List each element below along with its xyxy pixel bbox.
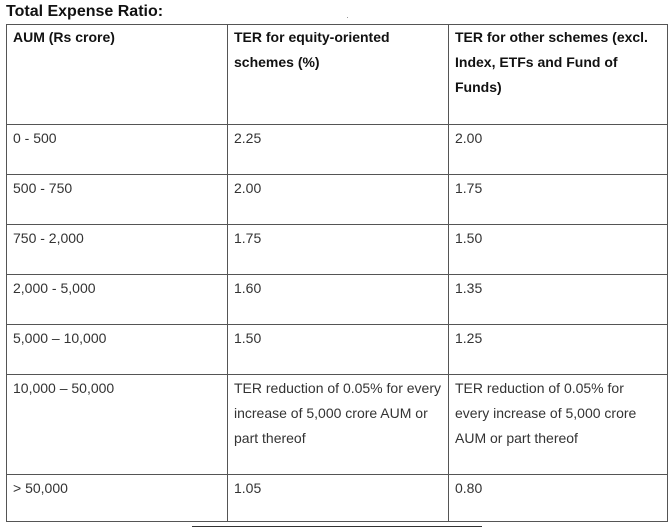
cell-ter-equity: 2.00 (228, 175, 449, 225)
cell-ter-other: 1.50 (449, 225, 668, 275)
stray-dot (347, 17, 348, 18)
cell-ter-equity: 2.25 (228, 125, 449, 175)
table-row (7, 125, 668, 175)
cell-ter-equity: 1.50 (228, 325, 449, 375)
bottom-divider (192, 526, 482, 527)
cell-aum: 500 - 750 (7, 175, 228, 225)
cell-ter-other: 1.35 (449, 275, 668, 325)
page-title: Total Expense Ratio: (6, 3, 164, 20)
table-row (7, 325, 668, 375)
cell-aum: 5,000 – 10,000 (7, 325, 228, 375)
cell-ter-other: 1.25 (449, 325, 668, 375)
expense-ratio-table (6, 24, 668, 522)
table-row (7, 475, 668, 522)
cell-aum: 0 - 500 (7, 125, 228, 175)
cell-aum: 10,000 – 50,000 (7, 375, 228, 475)
cell-ter-other: 2.00 (449, 125, 668, 175)
header-ter-other: TER for other schemes (excl. Index, ETFs and Fund of Funds) (449, 25, 668, 125)
header-aum: AUM (Rs crore) (7, 25, 228, 125)
cell-ter-equity: 1.05 (228, 475, 449, 522)
cell-ter-other: TER reduction of 0.05% for every increase of 5,000 crore AUM or part thereof (449, 375, 668, 475)
cell-ter-equity: 1.60 (228, 275, 449, 325)
cell-ter-other: 1.75 (449, 175, 668, 225)
table-row (7, 275, 668, 325)
cell-aum: 750 - 2,000 (7, 225, 228, 275)
table-row (7, 225, 668, 275)
cell-aum: > 50,000 (7, 475, 228, 522)
cell-aum: 2,000 - 5,000 (7, 275, 228, 325)
table-row (7, 375, 668, 475)
cell-ter-other: 0.80 (449, 475, 668, 522)
cell-ter-equity: 1.75 (228, 225, 449, 275)
table-header-row (7, 25, 668, 125)
table-row (7, 175, 668, 225)
header-ter-equity: TER for equity-oriented schemes (%) (228, 25, 449, 125)
cell-ter-equity: TER reduction of 0.05% for every increase of 5,000 crore AUM or part thereof (228, 375, 449, 475)
